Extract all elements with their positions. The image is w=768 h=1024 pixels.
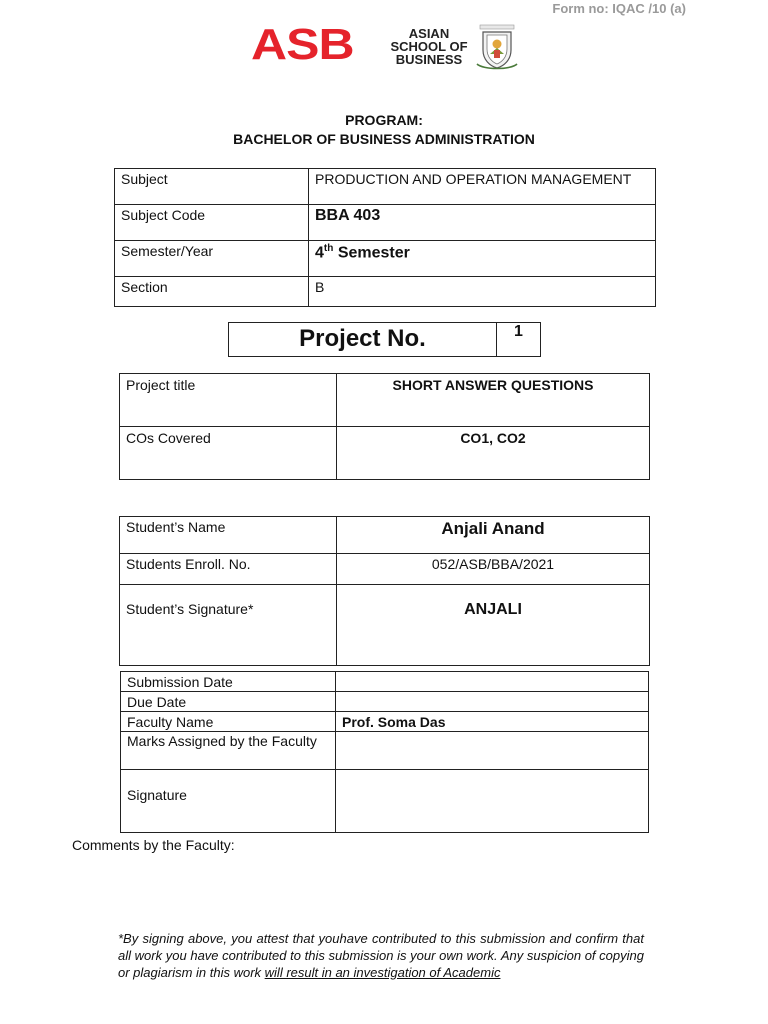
student-name-row xyxy=(120,517,650,554)
semester-word: Semester xyxy=(337,244,410,262)
student-table xyxy=(119,516,650,666)
project-title-label: Project title xyxy=(120,374,337,427)
project-number-label: Project No. xyxy=(229,323,497,357)
program-name: BACHELOR OF BUSINESS ADMINISTRATION xyxy=(233,131,535,147)
enroll-row xyxy=(120,554,650,585)
submission-date-row xyxy=(121,672,649,692)
project-number-box xyxy=(228,322,541,357)
faculty-comments-label: Comments by the Faculty: xyxy=(72,837,235,853)
logo-wordmark xyxy=(384,27,474,66)
attestation-underlined: will result in an investigation of Academic xyxy=(264,965,501,980)
project-number-value: 1 xyxy=(497,323,541,357)
cos-row xyxy=(120,427,650,480)
attestation-text: *By signing above, you attest that youhave contributed to this submission and confirm that all work you have contributed to this submission is your own work. Any suspicion of copying or plagiarism in this work xyxy=(118,931,644,980)
section-value: B xyxy=(309,277,656,307)
subject-code-row xyxy=(115,205,656,241)
faculty-signature-row xyxy=(121,770,649,833)
faculty-name-label: Faculty Name xyxy=(121,712,336,732)
student-signature-row xyxy=(120,585,650,666)
student-name-value: Anjali Anand xyxy=(337,517,650,554)
faculty-signature-label: Signature xyxy=(121,770,336,833)
subject-value: PRODUCTION AND OPERATION MANAGEMENT xyxy=(309,169,656,205)
project-title-row xyxy=(120,374,650,427)
marks-value xyxy=(336,732,649,770)
marks-label: Marks Assigned by the Faculty xyxy=(121,732,336,770)
cos-label: COs Covered xyxy=(120,427,337,480)
semester-row xyxy=(115,241,656,277)
semester-value xyxy=(309,241,656,277)
subject-label: Subject xyxy=(115,169,309,205)
semester-number: 4 xyxy=(315,244,324,262)
submission-date-value xyxy=(336,672,649,692)
marks-row xyxy=(121,732,649,770)
semester-suffix: th xyxy=(323,243,334,254)
faculty-name-value: Prof. Soma Das xyxy=(336,712,649,732)
submission-table xyxy=(120,671,649,833)
section-label: Section xyxy=(115,277,309,307)
subject-code-label: Subject Code xyxy=(115,205,309,241)
submission-date-label: Submission Date xyxy=(121,672,336,692)
logo-letters: ASB xyxy=(251,19,354,69)
subject-table xyxy=(114,168,656,307)
section-row xyxy=(115,277,656,307)
semester-label: Semester/Year xyxy=(115,241,309,277)
faculty-name-row xyxy=(121,712,649,732)
due-date-value xyxy=(336,692,649,712)
cos-value: CO1, CO2 xyxy=(337,427,650,480)
program-label: PROGRAM: xyxy=(345,112,423,128)
due-date-row xyxy=(121,692,649,712)
student-name-label: Student’s Name xyxy=(120,517,337,554)
logo-line-1: ASIAN xyxy=(408,26,450,41)
form-number: Form no: IQAC /10 (a) xyxy=(552,1,686,16)
attestation-note xyxy=(118,930,644,981)
logo-line-3: BUSINESS xyxy=(395,52,463,67)
logo-line-2: SCHOOL OF xyxy=(390,39,468,54)
subject-row xyxy=(115,169,656,205)
faculty-signature-value xyxy=(336,770,649,833)
student-signature-label: Student’s Signature* xyxy=(120,585,337,666)
student-signature-value: ANJALI xyxy=(337,585,650,666)
subject-code-value: BBA 403 xyxy=(309,205,656,241)
project-title-value: SHORT ANSWER QUESTIONS xyxy=(337,374,650,427)
college-crest-icon xyxy=(473,24,521,72)
enroll-label: Students Enroll. No. xyxy=(120,554,337,585)
due-date-label: Due Date xyxy=(121,692,336,712)
enroll-value: 052/ASB/BBA/2021 xyxy=(337,554,650,585)
project-table xyxy=(119,373,650,480)
